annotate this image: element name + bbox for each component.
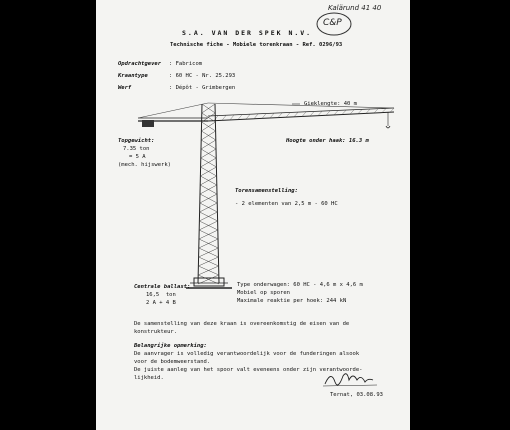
handwritten-reference: Kalärund 41 40	[328, 4, 382, 12]
company-name: S.A. VAN DER SPEK N.V.	[182, 29, 313, 37]
field-value-crane-type: : 60 HC - Nr. 25.293	[169, 73, 236, 79]
field-value-client: : Fabricom	[169, 61, 203, 67]
tip-load-class: = 5 A	[129, 154, 146, 160]
tower-elements: - 2 elementen van 2,5 m - 60 HC	[235, 201, 338, 207]
tip-load-weight: 7.35 ton	[123, 146, 150, 152]
document-subtitle: Technische fiche - Mobiele torenkraan - Ref. 0296/93	[170, 42, 343, 48]
jib-length: Gieklengte: 40 m	[304, 101, 357, 107]
field-label-client: Opdrachtgever	[118, 61, 162, 67]
remark-line3: De juiste aanleg van het spoor valt eveneens onder zijn verantwoorde-	[134, 367, 363, 373]
ballast-title: Centrale ballast:	[134, 284, 191, 290]
conformity-statement-line1: De samenstelling van deze kraan is overeenkomstig de eisen van de	[134, 321, 350, 327]
tip-load-title: Topgewicht:	[118, 138, 155, 144]
remark-line1: De aanvrager is volledig verantwoordelijk voor de funderingen alsook	[134, 351, 360, 357]
remark-line4: lijkheid.	[134, 375, 164, 381]
stamp-text: C&P	[323, 18, 342, 28]
document-page	[96, 0, 410, 430]
signature	[321, 370, 381, 390]
max-corner-reaction: Maximale reaktie per hoek: 244 kN	[237, 298, 347, 304]
field-label-crane-type: Kraantype	[118, 73, 148, 79]
undercarriage-mobility: Mobiel op sporen	[237, 290, 290, 296]
tower-composition-title: Torensamenstelling:	[235, 188, 298, 194]
place-and-date: Ternat, 03.08.93	[330, 392, 383, 398]
field-label-site: Werf	[118, 85, 132, 91]
undercarriage-type: Type onderwagen: 60 HC - 4,6 m x 4,6 m	[237, 282, 363, 288]
remark-title: Belangrijke opmerking:	[134, 343, 207, 349]
hook-height: Hoogte onder haak: 16.3 m	[286, 138, 369, 144]
remark-line2: voor de bodemweerstand.	[134, 359, 211, 365]
ballast-composition: 2 A + 4 B	[146, 300, 176, 306]
conformity-statement-line2: konstrukteur.	[134, 329, 178, 335]
field-value-site: : Dépôt - Grimbergen	[169, 85, 236, 91]
tip-load-note: (mech. hijswerk)	[118, 162, 171, 168]
ballast-weight: 16,5 ton	[146, 292, 176, 298]
